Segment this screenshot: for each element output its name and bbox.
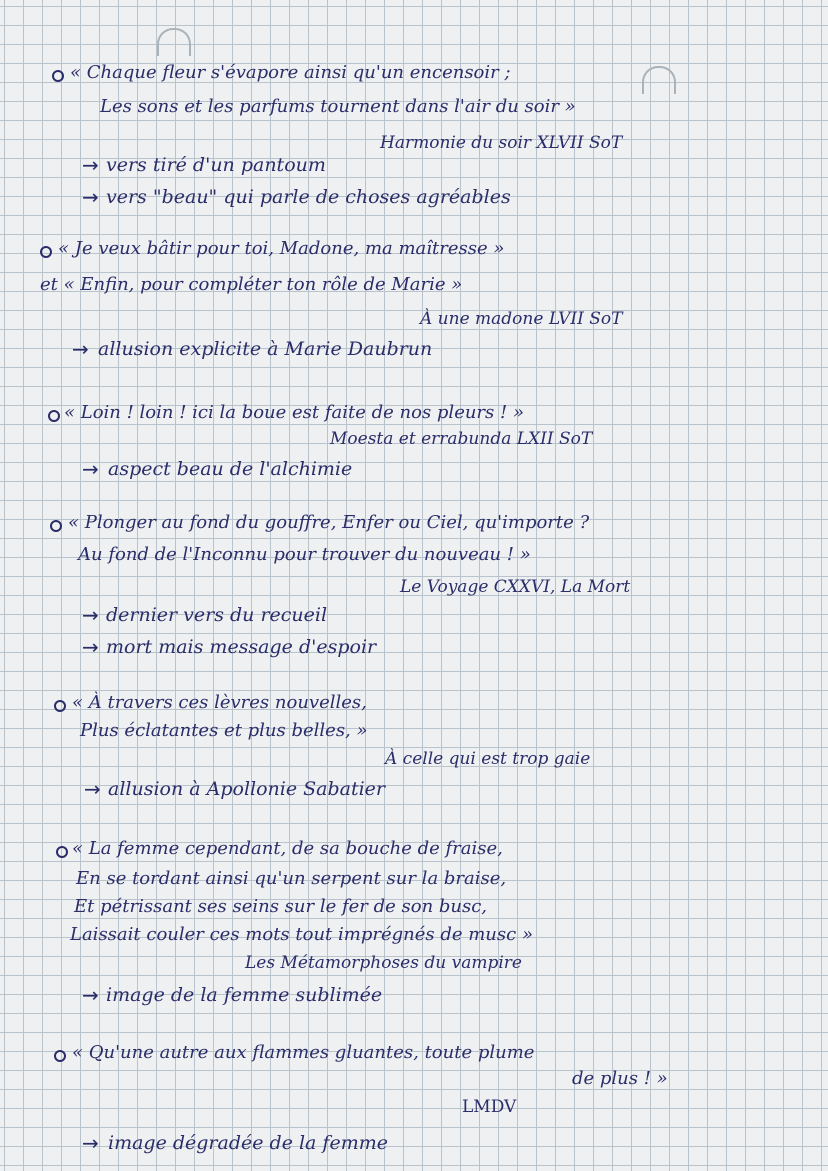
quote-line: et « Enfin, pour compléter ton rôle de Marie » xyxy=(40,274,463,295)
note-line: image de la femme sublimée xyxy=(106,984,383,1006)
note-line: aspect beau de l'alchimie xyxy=(108,458,353,480)
arrow-icon: → xyxy=(82,635,99,659)
arrow-icon: → xyxy=(82,153,99,177)
note-line: dernier vers du recueil xyxy=(106,604,328,626)
arrow-icon: → xyxy=(82,603,99,627)
note-line: allusion explicite à Marie Daubrun xyxy=(98,338,433,360)
entry-bullet xyxy=(56,846,68,858)
arrow-icon: → xyxy=(72,337,89,361)
arrow-icon: → xyxy=(82,457,99,481)
poem-reference: Les Métamorphoses du vampire xyxy=(245,953,522,973)
quote-line: Plus éclatantes et plus belles, » xyxy=(80,720,368,741)
quote-line: « Loin ! loin ! ici la boue est faite de nos pleurs ! » xyxy=(64,402,524,423)
note-line: vers "beau" qui parle de choses agréables xyxy=(106,186,511,208)
quote-line: Au fond de l'Inconnu pour trouver du nouveau ! » xyxy=(78,544,531,565)
binder-hole xyxy=(157,28,191,56)
binder-hole xyxy=(642,66,676,94)
poem-reference: À celle qui est trop gaie xyxy=(385,749,591,769)
quote-line: de plus ! » xyxy=(572,1068,668,1089)
quote-line: Et pétrissant ses seins sur le fer de son busc, xyxy=(74,896,488,917)
quote-line: « Je veux bâtir pour toi, Madone, ma maîtresse » xyxy=(58,238,505,259)
poem-reference: Moesta et errabunda LXII SoT xyxy=(330,429,593,449)
poem-reference: À une madone LVII SoT xyxy=(420,309,623,329)
arrow-icon: → xyxy=(82,1131,99,1155)
arrow-icon: → xyxy=(84,777,101,801)
entry-bullet xyxy=(50,520,62,532)
arrow-icon: → xyxy=(82,983,99,1007)
poem-reference: Harmonie du soir XLVII SoT xyxy=(380,133,623,153)
note-line: image dégradée de la femme xyxy=(108,1132,388,1154)
quote-line: « Chaque fleur s'évapore ainsi qu'un encensoir ; xyxy=(70,62,511,83)
note-line: mort mais message d'espoir xyxy=(106,636,377,658)
entry-bullet xyxy=(54,700,66,712)
poem-reference: LMDV xyxy=(462,1097,517,1117)
entry-bullet xyxy=(54,1050,66,1062)
entry-bullet xyxy=(48,410,60,422)
arrow-icon: → xyxy=(82,185,99,209)
quote-line: « Plonger au fond du gouffre, Enfer ou Ciel, qu'importe ? xyxy=(68,512,590,533)
quote-line: « La femme cependant, de sa bouche de fraise, xyxy=(72,838,503,859)
entry-bullet xyxy=(52,70,64,82)
quote-line: En se tordant ainsi qu'un serpent sur la braise, xyxy=(76,868,507,889)
entry-bullet xyxy=(40,246,52,258)
quote-line: Laissait couler ces mots tout imprégnés de musc » xyxy=(70,924,533,945)
quote-line: « Qu'une autre aux flammes gluantes, toute plume xyxy=(72,1042,535,1063)
quote-line: Les sons et les parfums tournent dans l'air du soir » xyxy=(100,96,576,117)
note-line: vers tiré d'un pantoum xyxy=(106,154,326,176)
poem-reference: Le Voyage CXXVI, La Mort xyxy=(400,577,631,597)
note-line: allusion à Apollonie Sabatier xyxy=(108,778,386,800)
quote-line: « À travers ces lèvres nouvelles, xyxy=(72,692,367,713)
